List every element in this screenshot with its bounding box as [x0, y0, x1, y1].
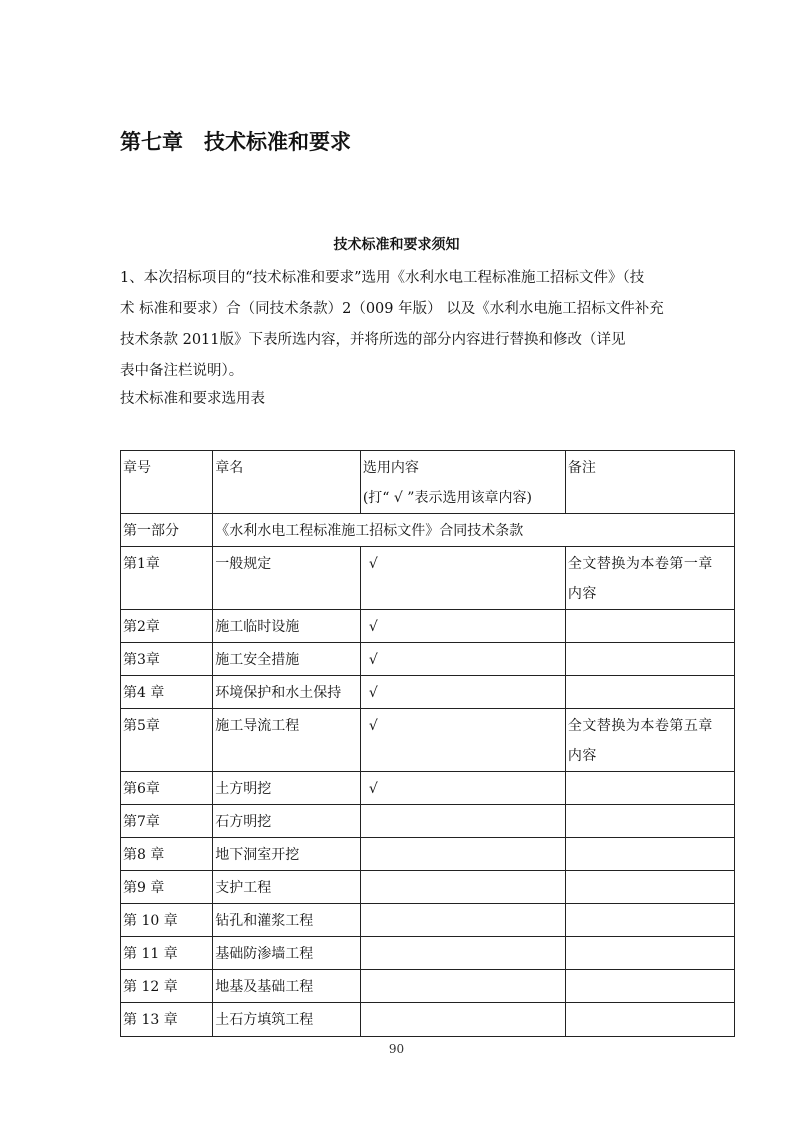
- table-row: [121, 838, 735, 871]
- chapter-no-cell: 第 10 章: [121, 904, 213, 937]
- chapter-name-cell: 土石方填筑工程: [213, 1003, 361, 1037]
- chapter-name-cell: 钻孔和灌浆工程: [213, 904, 361, 937]
- selected-checkmark-cell: [360, 871, 565, 904]
- part-row: [121, 514, 735, 547]
- chapter-no-cell: 第3章: [121, 643, 213, 676]
- remarks-cell: [565, 772, 734, 805]
- chapter-name-cell: 地下洞室开挖: [213, 838, 361, 871]
- paragraph-line: 术 标准和要求）合（同技术条款）2（009 年版） 以及《水利水电施工招标文件补充: [120, 301, 664, 317]
- header-selected-label: 选用内容: [362, 460, 419, 476]
- table-row: [121, 676, 735, 709]
- notice-paragraph: [120, 263, 695, 387]
- paragraph-line: 技术条款 2011版》下表所选内容，并将所选的部分内容进行替换和修改（详见: [120, 332, 626, 348]
- remarks-cell: [565, 709, 734, 772]
- selected-checkmark-cell: [360, 937, 565, 970]
- standards-selection-table: [120, 450, 735, 1037]
- selected-checkmark-cell: √: [360, 610, 565, 643]
- table-row: [121, 970, 735, 1003]
- selected-checkmark-cell: √: [360, 709, 565, 772]
- table-row: [121, 610, 735, 643]
- header-selected: [360, 451, 565, 514]
- selected-checkmark-cell: √: [360, 643, 565, 676]
- chapter-no-cell: 第5章: [121, 709, 213, 772]
- header-selected-note: (打“ √ ”表示选用该章内容): [362, 490, 532, 506]
- page-number: 90: [388, 1042, 405, 1056]
- table-row: [121, 805, 735, 838]
- header-remarks: 备注: [565, 451, 734, 514]
- header-chapter-name: 章名: [213, 451, 361, 514]
- selected-checkmark-cell: [360, 904, 565, 937]
- table-row: [121, 643, 735, 676]
- chapter-no-cell: 第1章: [121, 547, 213, 610]
- chapter-title: 第七章 技术标准和要求: [120, 130, 351, 154]
- paragraph-line: 1、本次招标项目的“技术标准和要求”选用《水利水电工程标准施工招标文件》（技: [120, 270, 645, 286]
- chapter-name-cell: 支护工程: [213, 871, 361, 904]
- table-header-row: [121, 451, 735, 514]
- selected-checkmark-cell: √: [360, 547, 565, 610]
- chapter-name-cell: 石方明挖: [213, 805, 361, 838]
- chapter-name-cell: 环境保护和水土保持: [213, 676, 361, 709]
- selected-checkmark-cell: [360, 1003, 565, 1037]
- selected-checkmark-cell: [360, 805, 565, 838]
- table-row: [121, 937, 735, 970]
- table-row: [121, 904, 735, 937]
- remarks-cell: [565, 1003, 734, 1037]
- remarks-cell: [565, 937, 734, 970]
- chapter-name-cell: 土方明挖: [213, 772, 361, 805]
- part-title: 《水利水电工程标准施工招标文件》合同技术条款: [213, 514, 735, 547]
- remarks-cell: [565, 871, 734, 904]
- remarks-cell: [565, 676, 734, 709]
- part-label: 第一部分: [121, 514, 213, 547]
- chapter-no-cell: 第6章: [121, 772, 213, 805]
- remarks-cell: [565, 643, 734, 676]
- notice-title: 技术标准和要求须知: [333, 237, 460, 253]
- table-caption: 技术标准和要求选用表: [120, 391, 265, 407]
- remarks-line: 全文替换为本卷第一章: [567, 556, 713, 572]
- remarks-line: 内容: [567, 586, 597, 602]
- remarks-cell: [565, 838, 734, 871]
- chapter-name-cell: 地基及基础工程: [213, 970, 361, 1003]
- header-chapter-no: 章号: [121, 451, 213, 514]
- selected-checkmark-cell: [360, 970, 565, 1003]
- remarks-cell: [565, 547, 734, 610]
- chapter-name-cell: 施工临时设施: [213, 610, 361, 643]
- chapter-no-cell: 第 11 章: [121, 937, 213, 970]
- remarks-cell: [565, 904, 734, 937]
- table-row: [121, 772, 735, 805]
- remarks-line: 全文替换为本卷第五章: [567, 718, 713, 734]
- remarks-cell: [565, 805, 734, 838]
- selected-checkmark-cell: √: [360, 676, 565, 709]
- chapter-no-cell: 第 12 章: [121, 970, 213, 1003]
- chapter-no-cell: 第2章: [121, 610, 213, 643]
- chapter-name-cell: 施工导流工程: [213, 709, 361, 772]
- selected-checkmark-cell: √: [360, 772, 565, 805]
- table-row: [121, 1003, 735, 1037]
- table-row: [121, 547, 735, 610]
- remarks-line: 内容: [567, 748, 597, 764]
- paragraph-line: 表中备注栏说明）。: [120, 363, 244, 379]
- table-row: [121, 709, 735, 772]
- chapter-no-cell: 第 13 章: [121, 1003, 213, 1037]
- selected-checkmark-cell: [360, 838, 565, 871]
- remarks-cell: [565, 970, 734, 1003]
- table-row: [121, 871, 735, 904]
- chapter-no-cell: 第4 章: [121, 676, 213, 709]
- chapter-no-cell: 第9 章: [121, 871, 213, 904]
- chapter-name-cell: 一般规定: [213, 547, 361, 610]
- chapter-no-cell: 第8 章: [121, 838, 213, 871]
- chapter-no-cell: 第7章: [121, 805, 213, 838]
- remarks-cell: [565, 610, 734, 643]
- chapter-name-cell: 施工安全措施: [213, 643, 361, 676]
- chapter-name-cell: 基础防渗墙工程: [213, 937, 361, 970]
